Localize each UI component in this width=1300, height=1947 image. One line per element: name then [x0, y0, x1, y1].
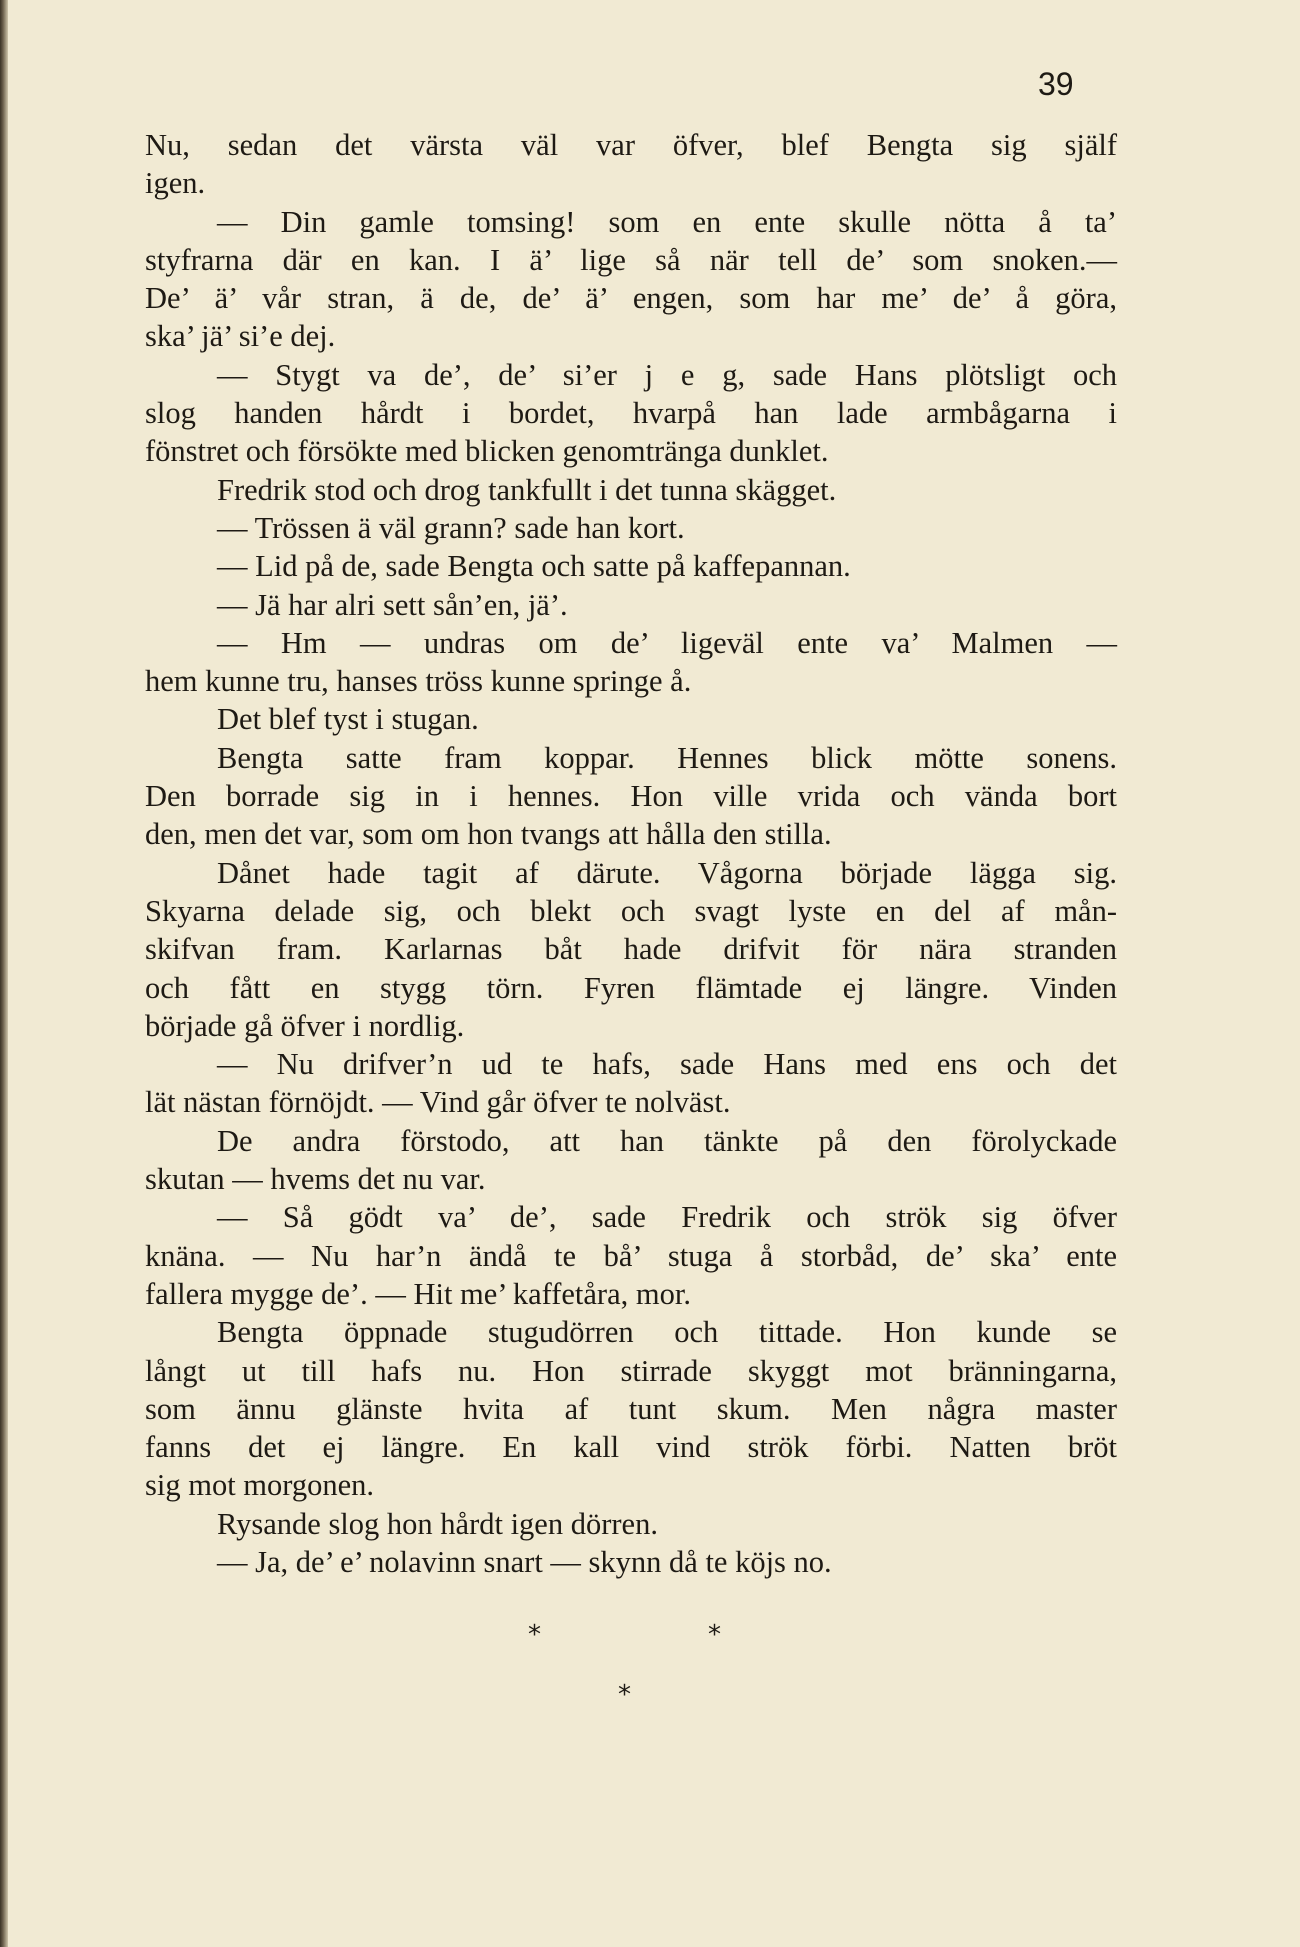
- text-line: Det blef tyst i stugan.: [217, 702, 479, 737]
- text-line: Skyarna delade sig, och blekt och svagt lyste en del af mån-: [145, 893, 1117, 928]
- text-line: — Lid på de, sade Bengta och satte på kaffepannan.: [217, 549, 851, 584]
- text-line: — Nu drifver’n ud te hafs, sade Hans med ens och det: [217, 1047, 1117, 1082]
- text-line: ska’ jä’ si’e dej.: [145, 319, 336, 354]
- text-line: — Din gamle tomsing! som en ente skulle nötta å ta’: [217, 204, 1117, 239]
- text-line: långt ut till hafs nu. Hon stirrade skyggt mot bränningarna,: [145, 1353, 1117, 1388]
- text-line: — Så gödt va’ de’, sade Fredrik och strök sig öfver: [217, 1200, 1117, 1235]
- text-line: — Stygt va de’, de’ si’er j e g, sade Hans plötsligt och: [217, 357, 1117, 392]
- text-line: Bengta satte fram koppar. Hennes blick mötte sonens.: [217, 740, 1117, 775]
- text-line: Den borrade sig in i hennes. Hon ville vrida och vända bort: [145, 779, 1117, 814]
- text-line: började gå öfver i nordlig.: [145, 1008, 465, 1043]
- text-line: Dånet hade tagit af därute. Vågorna började lägga sig.: [217, 855, 1117, 890]
- text-line: styfrarna där en kan. I ä’ lige så när tell de’ som snoken.—: [145, 242, 1117, 277]
- text-line: som ännu glänste hvita af tunt skum. Men några master: [145, 1391, 1117, 1426]
- text-line: skutan — hvems det nu var.: [145, 1162, 486, 1197]
- text-line: fönstret och försökte med blicken genomtränga dunklet.: [145, 434, 829, 469]
- text-line: — Trössen ä väl grann? sade han kort.: [217, 510, 685, 545]
- text-line: Nu, sedan det värsta väl var öfver, blef Bengta sig själf: [145, 128, 1117, 162]
- text-line: Rysande slog hon hårdt igen dörren.: [217, 1506, 658, 1541]
- text-line: fanns det ej längre. En kall vind strök förbi. Natten bröt: [145, 1430, 1117, 1465]
- text-line: — Ja, de’ e’ nolavinn snart — skynn då te köjs no.: [217, 1544, 832, 1579]
- text-line: skifvan fram. Karlarnas båt hade drifvit för nära stranden: [145, 932, 1117, 967]
- text-line: Fredrik stod och drog tankfullt i det tunna skägget.: [217, 472, 837, 507]
- page-number: 39: [1038, 66, 1074, 102]
- text-line: knäna. — Nu har’n ändå te bå’ stuga å storbåd, de’ ska’ ente: [145, 1238, 1117, 1273]
- text-line: slog handen hårdt i bordet, hvarpå han lade armbågarna i: [145, 396, 1117, 431]
- text-line: lät nästan förnöjdt. — Vind går öfver te nolväst.: [145, 1085, 731, 1120]
- text-line: De’ ä’ vår stran, ä de, de’ ä’ engen, som har me’ de’ å göra,: [145, 281, 1117, 316]
- asterisk-ornament: *: [618, 1680, 631, 1710]
- text-line: — Jä har alri sett sån’en, jä’.: [217, 587, 568, 622]
- text-line: — Hm — undras om de’ ligeväl ente va’ Malmen —: [217, 625, 1117, 660]
- text-line: sig mot morgonen.: [145, 1468, 375, 1503]
- asterisk-ornament: *: [708, 1620, 721, 1650]
- text-line: Bengta öppnade stugudörren och tittade. Hon kunde se: [217, 1315, 1117, 1350]
- text-line: igen.: [145, 166, 206, 201]
- text-line: fallera mygge de’. — Hit me’ kaffetåra, mor.: [145, 1276, 691, 1311]
- text-line: De andra förstodo, att han tänkte på den förolyckade: [217, 1123, 1117, 1158]
- asterisk-ornament: *: [528, 1620, 541, 1650]
- text-line: den, men det var, som om hon tvangs att hålla den stilla.: [145, 817, 832, 852]
- text-line: hem kunne tru, hanses tröss kunne springe å.: [145, 664, 692, 699]
- text-line: och fått en stygg törn. Fyren flämtade ej längre. Vinden: [145, 970, 1117, 1005]
